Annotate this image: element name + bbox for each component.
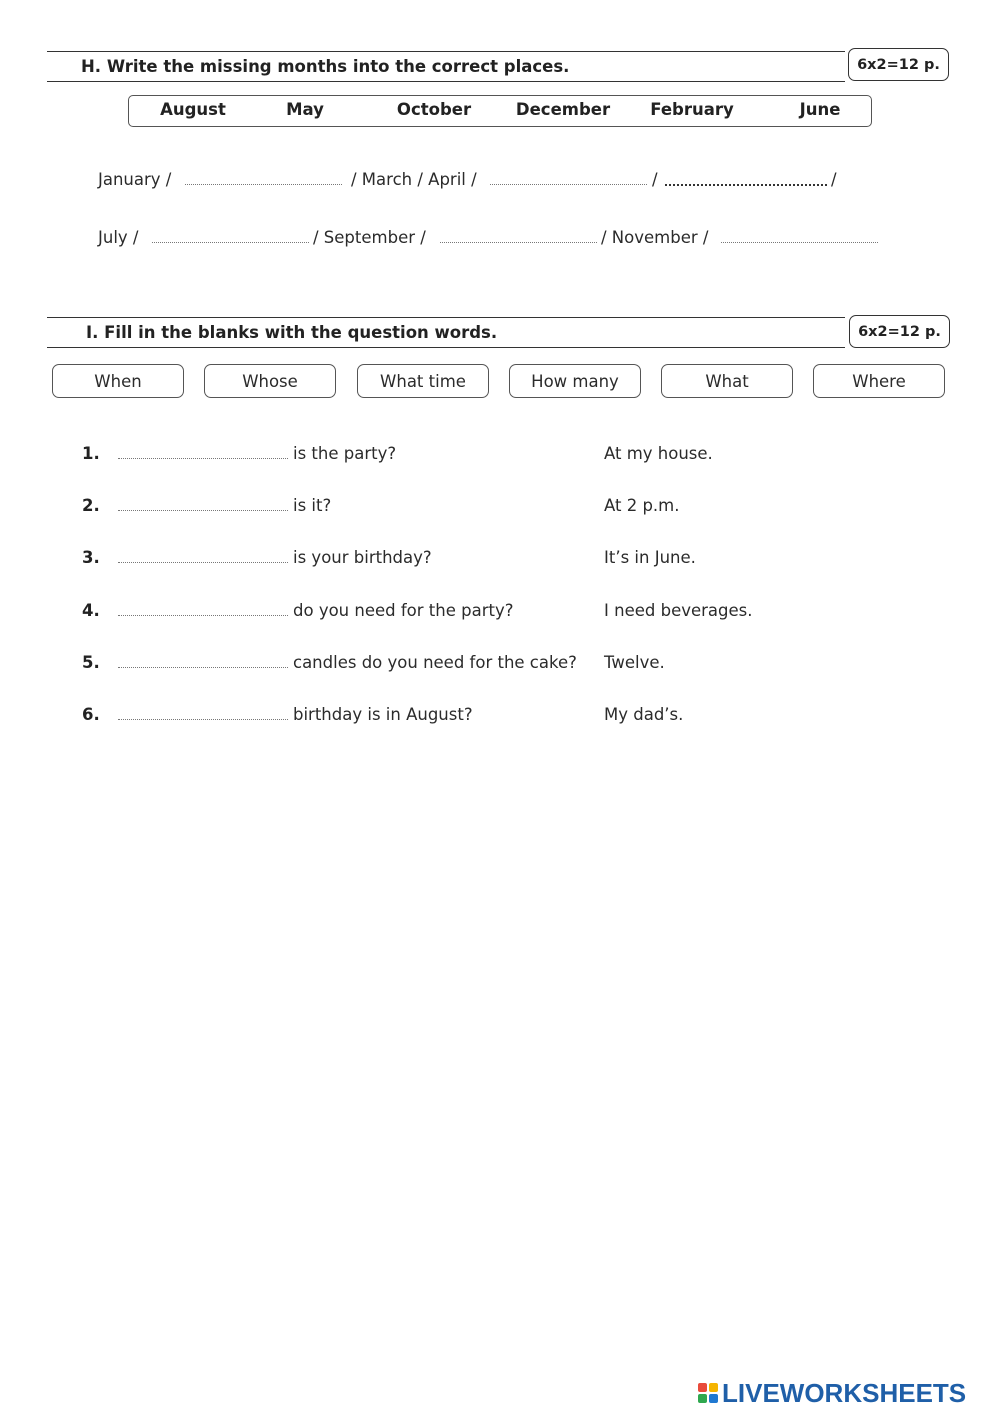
question-number-2: 2. [82,496,100,515]
question-word-what: What [661,364,793,398]
bank-word-february: February [650,100,734,119]
question-text-3: is your birthday? [293,548,432,567]
question-answer-2: At 2 p.m. [604,496,680,515]
question-text-4: do you need for the party? [293,601,514,620]
month-blank-5[interactable] [440,242,597,243]
month-slash-2: / [831,170,837,189]
section-i-points: 6x2=12 p. [849,315,950,348]
section-i-title: I. Fill in the blanks with the question words. [86,323,498,342]
question-word-what-time: What time [357,364,489,398]
logo-square-green [698,1394,707,1403]
month-march-april: / March / April / [351,170,477,189]
question-answer-1: At my house. [604,444,713,463]
month-blank-2[interactable] [490,184,647,185]
liveworksheets-logo [698,1378,966,1408]
month-slash-1: / [652,170,658,189]
question-answer-4: I need beverages. [604,601,753,620]
month-blank-3[interactable] [665,184,827,186]
logo-square-blue [709,1394,718,1403]
question-word-when: When [52,364,184,398]
month-blank-1[interactable] [185,184,342,185]
month-word-bank [128,95,872,127]
question-number-3: 3. [82,548,100,567]
question-blank-4[interactable] [118,615,288,616]
question-text-2: is it? [293,496,332,515]
question-answer-6: My dad’s. [604,705,684,724]
question-number-5: 5. [82,653,100,672]
question-word-how-many: How many [509,364,641,398]
question-word-where: Where [813,364,945,398]
question-blank-1[interactable] [118,458,288,459]
question-blank-3[interactable] [118,562,288,563]
bank-word-august: August [160,100,226,119]
liveworksheets-logo-icon [698,1383,718,1403]
question-number-6: 6. [82,705,100,724]
question-answer-5: Twelve. [604,653,665,672]
month-january: January / [98,170,172,189]
question-number-4: 4. [82,601,100,620]
question-text-5: candles do you need for the cake? [293,653,577,672]
logo-square-yellow [709,1383,718,1392]
bank-word-december: December [515,100,611,119]
section-h-points: 6x2=12 p. [848,48,949,81]
month-blank-6[interactable] [721,242,878,243]
question-text-6: birthday is in August? [293,705,473,724]
bank-word-october: October [396,100,472,119]
question-number-1: 1. [82,444,100,463]
section-h-title: H. Write the missing months into the correct places. [81,57,570,76]
month-july: July / [98,228,139,247]
liveworksheets-logo-text: LIVEWORKSHEETS [722,1377,967,1408]
question-blank-6[interactable] [118,719,288,720]
question-blank-5[interactable] [118,667,288,668]
logo-square-red [698,1383,707,1392]
question-answer-3: It’s in June. [604,548,696,567]
question-text-1: is the party? [293,444,397,463]
bank-word-june: June [799,100,841,119]
month-september: / September / [313,228,426,247]
question-blank-2[interactable] [118,510,288,511]
bank-word-may: May [286,100,324,119]
month-blank-4[interactable] [152,242,309,243]
question-word-whose: Whose [204,364,336,398]
month-november: / November / [601,228,709,247]
